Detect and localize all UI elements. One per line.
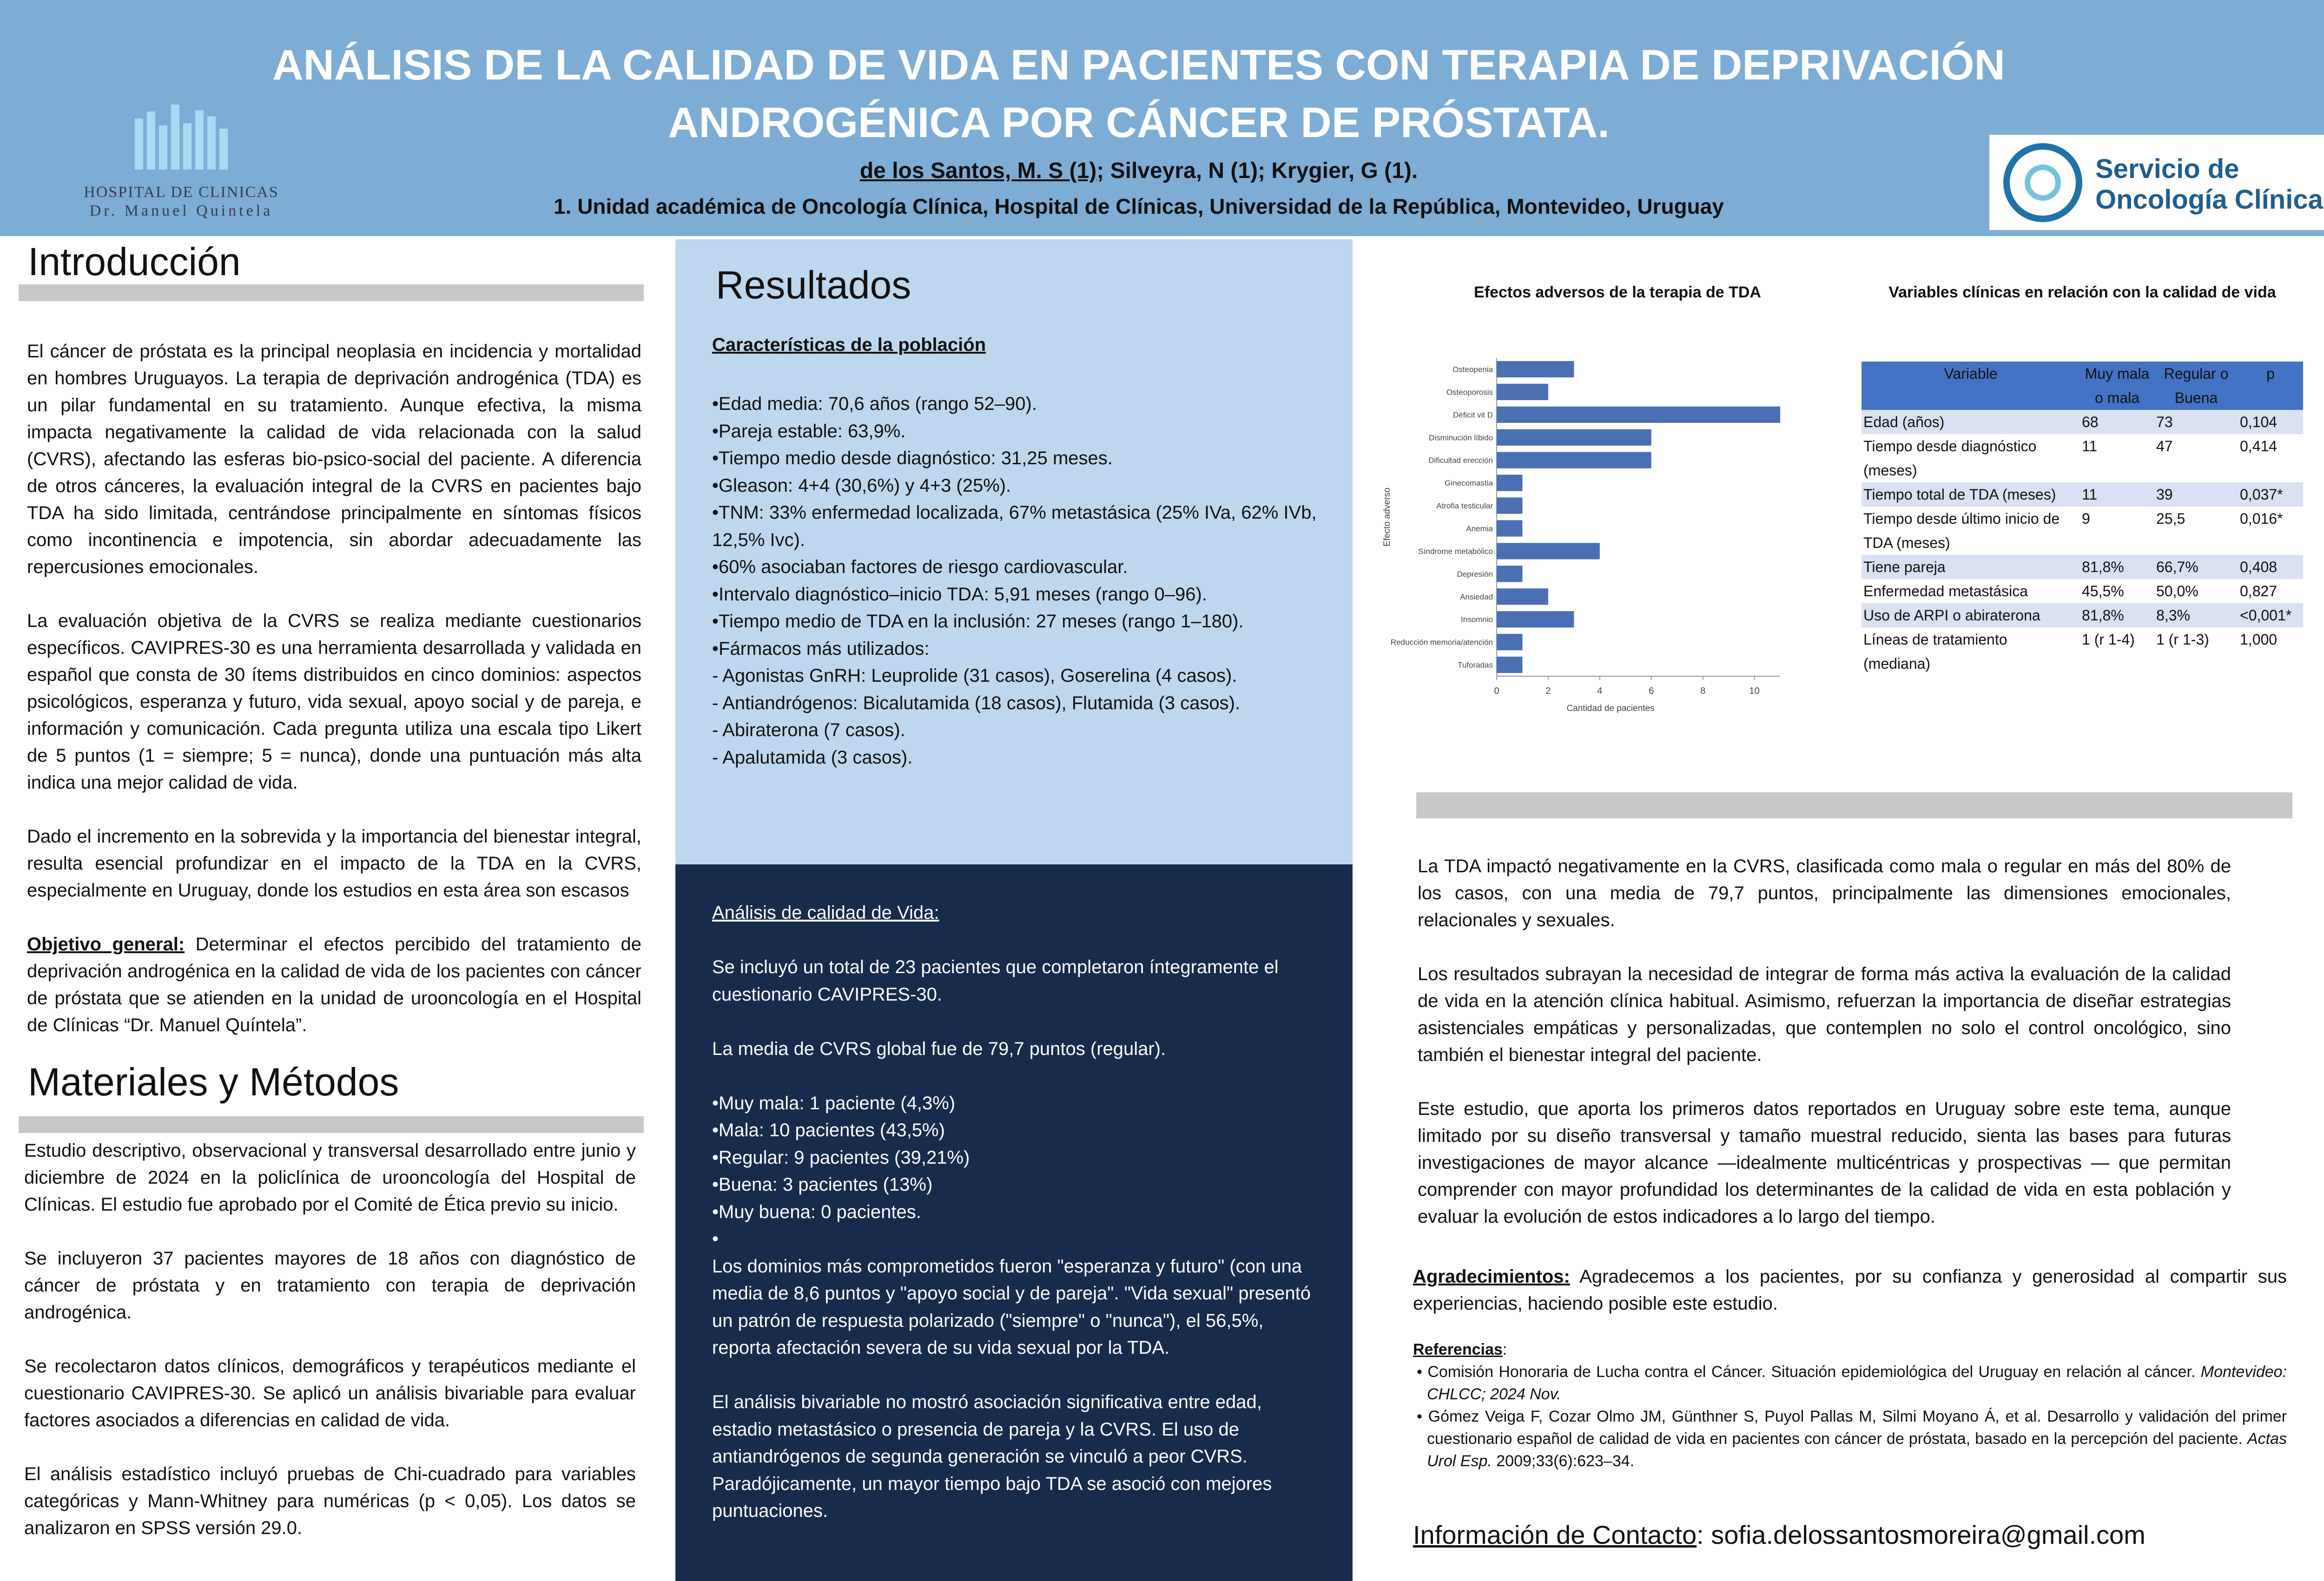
population-item: •Tiempo medio desde diagnóstico: 31,25 meses. [712,448,1113,468]
cell-p: 0,827 [2240,583,2278,599]
bar [1497,520,1522,536]
methods-paragraph-4: El análisis estadístico incluyó pruebas de Chi-cuadrado para variables categóricas y Mann-Whitney para numéricas (p < 0,05). Los datos se analizaron en SPSS versión 29.0. [24,1464,636,1538]
table-row [1862,579,2303,603]
cell-muy-mala: 81,8% [2080,603,2154,627]
cell-regular: 1 (r 1-3) [2156,631,2209,648]
qol-item: • [712,1229,719,1249]
cell-p: 0,016* [2240,510,2283,527]
category-label: Ansiedad [1460,592,1493,601]
population-item: •Tiempo medio de TDA en la inclusión: 27 meses (rango 1–180). [712,611,1244,632]
cell-variable: Tiene pareja [1862,555,2080,579]
qol-paragraph-2: La media de CVRS global fue de 79,7 puntos (regular). [712,1038,1166,1059]
bar [1497,361,1574,377]
conclusions-body [1418,853,2231,1230]
qol-paragraph-3: Los dominios más comprometidos fueron "esperanza y futuro" (con una media de 8,6 puntos y "apoyo social y de pareja". "Vida sexual" presentó un patrón de respuesta polarizado ("siempre" o "nunca"), el 56,5%, reporta afectación severa de su vida sexual por la TDA. [712,1256,1311,1358]
category-label: Atrofia testicular [1436,501,1493,511]
category-label: Déficit vit D [1453,410,1493,420]
cell-muy-mala: 9 [2082,510,2090,527]
population-item: •TNM: 33% enfermedad localizada, 67% metastásica (25% IVa, 62% IVb, 12,5% Ivc). [712,502,1317,550]
chart-title: Efectos adversos de la terapia de TDA [1474,283,1761,301]
cell-p: 0,408 [2238,555,2303,579]
category-label: Disminución líbido [1429,433,1493,442]
category-label: Dificultad erección [1428,456,1493,465]
cell-muy-mala: 81,8% [2080,555,2154,579]
references [1413,1338,2287,1472]
ack-label: Agradecimientos: [1413,1266,1570,1287]
category-label: Insomnio [1461,615,1493,624]
first-author: de los Santos, M. S (1) [859,158,1097,183]
population-item: •Pareja estable: 63,9%. [712,421,906,441]
qol-paragraph-1: Se incluyó un total de 23 pacientes que completaron íntegramente el cuestionario CAVIPRES-30. [712,957,1279,1005]
cell-muy-mala: 68 [2080,410,2154,434]
results-title: Resultados [716,263,911,307]
category-label: Osteopenia [1452,365,1493,374]
population-list [712,390,1330,771]
cell-muy-mala: 11 [2080,482,2154,507]
qol-body [712,899,1316,1525]
table-header-row [1862,362,2303,410]
poster-title: ANÁLISIS DE LA CALIDAD DE VIDA EN PACIENTES CON TERAPIA DE DEPRIVACIÓN ANDROGÉNICA POR CÁNCER DE PRÓSTATA. [272,41,2005,146]
bar [1497,384,1548,400]
hospital-logo-name: HOSPITAL DE CLINICAS [84,184,279,201]
reference-journal: Actas Urol Esp. [1427,1430,2287,1470]
authors [158,157,2119,185]
oncology-logo-line1: Servicio de [2095,154,2239,184]
conclusion-paragraph-3: Este estudio, que aporta los primeros datos reportados en Uruguay sobre este tema, aunque limitado por su diseño transversal y tamaño muestral reducido, sienta las bases para futuras investigaciones de mayor alcance —idealmente multicéntricas y prospectivas — que permitan comprender con mayor profundidad los determinantes de la calidad de vida en esta población y evaluar la evolución de estos indicadores a lo largo del tiempo. [1418,1099,2231,1227]
header-muy-mala: Muy mala o mala [2080,362,2154,410]
population-item: - Agonistas GnRH: Leuprolide (31 casos), Goserelina (4 casos). [712,665,1237,686]
table-caption: Variables clínicas en relación con la calidad de vida [1888,283,2276,301]
methods-paragraph-1: Estudio descriptivo, observacional y transversal desarrollado entre junio y diciembre de 2024 en la policlínica de urooncología del Hospital de Clínicas. El estudio fue aprobado por el Comité de Ética previo su inicio. [24,1140,636,1215]
poster-header [0,0,2324,236]
oncology-logo-line2: Oncología Clínica [2095,184,2323,215]
qol-item: •Buena: 3 pacientes (13%) [712,1174,933,1195]
objective-label: Objetivo general: [27,934,185,955]
population-item: •Gleason: 4+4 (30,6%) y 4+3 (25%). [712,475,1011,496]
reference-item [1413,1361,2287,1405]
cell-regular: 66,7% [2154,555,2238,579]
bar [1497,588,1548,605]
contact-label: Información de Contacto [1413,1520,1697,1549]
conclusions-bar [1416,792,2292,818]
methods-paragraph-3: Se recolectaron datos clínicos, demográficos y terapéuticos mediante el cuestionario CAVIPRES-30. Se aplicó un análisis bivariable para evaluar factores asociados a diferencias en calidad de vida. [24,1356,636,1430]
qol-heading: Análisis de calidad de Vida: [712,902,939,923]
hospital-logo-subtitle: Dr. Manuel Quintela [89,202,273,219]
affiliation: 1. Unidad académica de Oncología Clínica, Hospital de Clínicas, Universidad de la República, Montevideo, Uruguay [554,194,1724,218]
category-label: Ginecomastia [1445,479,1493,488]
table-row [1862,410,2303,434]
population-item: •Fármacos más utilizados: [712,638,930,659]
cell-variable: Tiempo desde último inicio de TDA (meses) [1863,510,2060,551]
header-p: p [2238,362,2303,410]
bar [1497,657,1522,673]
header-regular: Regular o Buena [2154,362,2238,410]
intro-paragraph-2: La evaluación objetiva de la CVRS se realiza mediante cuestionarios específicos. CAVIPRES-30 es una herramienta desarrollada y validada en español que consta de 30 ítems distribuidos en cinco dominios: aspectos psicológicos, esperanza y futuro, vida sexual, apoyo social y de pareja, e información y comunicación. Cada pregunta utiliza una escala tipo Likert de 5 puntos (1 = siempre; 5 = nunca), donde una puntuación más alta indica una mejor calidad de vida. [27,611,641,793]
cell-p: <0,001* [2238,603,2303,627]
table-row [1862,603,2303,627]
table-row [1862,434,2303,482]
population-item: •Intervalo diagnóstico–inicio TDA: 5,91 meses (rango 0–96). [712,584,1207,605]
methods-title: Materiales y Métodos [28,1060,399,1104]
intro-paragraph-1: El cáncer de próstata es la principal neoplasia en incidencia y mortalidad en hombres Uruguayos. La terapia de deprivación androgénica (TDA) es un pilar fundamental en su tratamiento. Aunque efectiva, la misma impacta negativamente la calidad de vida relacionada con la salud (CVRS), afectando las esferas bio-psico-social del paciente. A diferencia de otros cánceres, la evaluación integral de la CVRS en pacientes bajo TDA ha sido limitada, centrándose principalmente en síntomas físicos como incontinencia e impotencia, sin abordar adecuadamente las repercusiones emocionales. [27,341,641,577]
oncology-emblem-icon [2003,143,2082,222]
intro-title-bar [19,284,644,301]
reference-citation: 2009;33(6):623–34. [1492,1452,1635,1470]
methods-title-bar [19,1116,644,1133]
category-label: Depresión [1457,569,1493,579]
qol-paragraph-4: El análisis bivariable no mostró asociación significativa entre edad, estadio metastásico o presencia de pareja y la CVRS. El uso de antiandrógenos de segunda generación se vinculó a peor CVRS. Paradójicamente, un mayor tiempo bajo TDA se asoció con mejores puntuaciones. [712,1392,1272,1521]
references-heading [1413,1338,2287,1361]
qol-item: •Regular: 9 pacientes (39,21%) [712,1147,970,1168]
category-label: Reducción memoria/atención [1390,638,1493,647]
x-tick-label: 10 [1749,686,1760,696]
bar [1497,429,1651,446]
table-row [1862,627,2303,676]
x-tick-label: 2 [1545,686,1551,696]
contact-colon: : [1697,1520,1711,1549]
population-heading: Características de la población [712,335,986,355]
cell-muy-mala: 1 (r 1-4) [2082,631,2135,648]
cell-variable: Uso de ARPI o abiraterona [1862,603,2080,627]
cell-regular: 47 [2156,438,2173,455]
adverse-effects-chart [1376,335,1822,725]
bar [1497,543,1600,559]
category-label: Tuforadas [1458,660,1493,670]
other-authors: ; Silveyra, N (1); Krygier, G (1). [1096,158,1418,183]
x-axis-title: Cantidad de pacientes [1566,704,1655,713]
ack-text: Agradecemos a los pacientes, por su confianza y generosidad al compartir sus experiencias, haciendo posible este estudio. [1413,1266,2287,1314]
x-tick-label: 6 [1649,686,1654,696]
cell-p: 0,414 [2240,438,2278,455]
cell-variable: Tiempo total de TDA (meses) [1862,482,2080,507]
qol-item: •Mala: 10 pacientes (43,5%) [712,1120,945,1140]
category-label: Anemia [1466,524,1493,533]
methods-paragraph-2: Se incluyeron 37 pacientes mayores de 18 años con diagnóstico de cáncer de próstata y en tratamiento con terapia de deprivación androgénica. [24,1248,636,1323]
reference-source: Montevideo: CHLCC; 2024 Nov. [1427,1363,2287,1403]
references-label: Referencias [1413,1341,1503,1358]
objective-text: Determinar el efectos percibido del tratamiento de deprivación androgénica en la calidad de vida de los pacientes con cáncer de próstata que se atienden en la unidad de urooncología en el Hospital de Clínicas “Dr. Manuel Quíntela”. [27,934,642,1035]
x-tick-label: 0 [1494,686,1499,696]
category-label: Osteoporosis [1446,388,1493,397]
population-item: - Apalutamida (3 casos). [712,747,913,768]
objective [27,931,641,1039]
table-row [1862,555,2303,579]
category-label: Síndrome metabólico [1418,547,1493,556]
cell-regular: 8,3% [2154,603,2238,627]
population-item: •60% asociaban factores de riesgo cardiovascular. [712,557,1128,577]
qol-item: •Muy buena: 0 pacientes. [712,1201,921,1222]
conclusion-paragraph-1: La TDA impactó negativamente en la CVRS, clasificada como mala o regular en más del 80% de los casos, con una media de 79,7 puntos, principalmente las dimensiones emocionales, relacionales y sexuales. [1418,856,2231,930]
header-variable: Variable [1862,362,2080,410]
methods-body [24,1137,636,1541]
intro-paragraph-3: Dado el incremento en la sobrevida y la importancia del bienestar integral, resulta esencial profundizar en el impacto de la TDA en la CVRS, especialmente en Uruguay, donde los estudios en esta área son escasos [27,826,641,901]
bar [1497,407,1780,423]
reference-text: • Gómez Veiga F, Cozar Olmo JM, Günthner S, Puyol Pallas M, Silmi Moyano Á, et al. Desarrollo y validación del primer cuestionario español de calidad de vida en pacientes con cáncer de próstata, basado en la percepción del paciente. [1417,1408,2287,1448]
bar [1497,497,1522,514]
cell-p: 1,000 [2240,631,2278,648]
reference-item [1413,1405,2287,1472]
population-item: •Edad media: 70,6 años (rango 52–90). [712,394,1037,414]
cell-variable: Líneas de tratamiento (mediana) [1863,631,2007,672]
y-axis-title: Efecto adverso [1382,487,1392,547]
x-tick-label: 4 [1597,686,1603,696]
cell-muy-mala: 11 [2082,438,2098,455]
intro-title: Introducción [28,240,241,283]
cell-regular: 50,0% [2156,583,2199,599]
population-item: - Antiandrógenos: Bicalutamida (18 casos), Flutamida (3 casos). [712,692,1241,713]
contact-info [1413,1520,2146,1550]
cell-p: 0,037* [2238,482,2303,507]
bar [1497,566,1522,582]
clinical-variables-table [1862,362,2303,676]
table-row [1862,507,2303,555]
references-colon: : [1502,1341,1507,1358]
cell-regular: 73 [2154,410,2238,434]
population-item: - Abiraterona (7 casos). [712,720,905,740]
qol-item: •Muy mala: 1 paciente (4,3%) [712,1093,956,1113]
cell-regular: 39 [2154,482,2238,507]
cell-variable: Edad (años) [1862,410,2080,434]
bar [1497,474,1522,491]
table-row [1862,482,2303,507]
contact-email[interactable]: sofia.delossantosmoreira@gmail.com [1711,1520,2146,1549]
x-tick-label: 8 [1700,686,1706,696]
bar [1497,452,1651,468]
cell-variable: Tiempo desde diagnóstico (meses) [1863,438,2037,479]
oncology-service-logo [1989,135,2324,230]
intro-body [27,338,641,1039]
conclusion-paragraph-2: Los resultados subrayan la necesidad de integrar de forma más activa la evaluación de la calidad de vida en la atención clínica habitual. Asimismo, refuerzan la importancia de diseñar estrategias asistenciales empáticas y personalizadas, que contemplen no solo el control oncológico, sino también el bienestar integral del paciente. [1418,964,2231,1065]
cell-regular: 25,5 [2156,510,2185,527]
bar [1497,634,1522,650]
reference-text: • Comisión Honoraria de Lucha contra el Cáncer. Situación epidemiológica del Uruguay en relación al cáncer. [1417,1363,2201,1381]
cell-muy-mala: 45,5% [2082,583,2124,599]
cell-variable: Enfermedad metastásica [1863,583,2028,599]
bar [1497,611,1574,627]
acknowledgements [1413,1263,2287,1317]
cell-p: 0,104 [2238,410,2303,434]
